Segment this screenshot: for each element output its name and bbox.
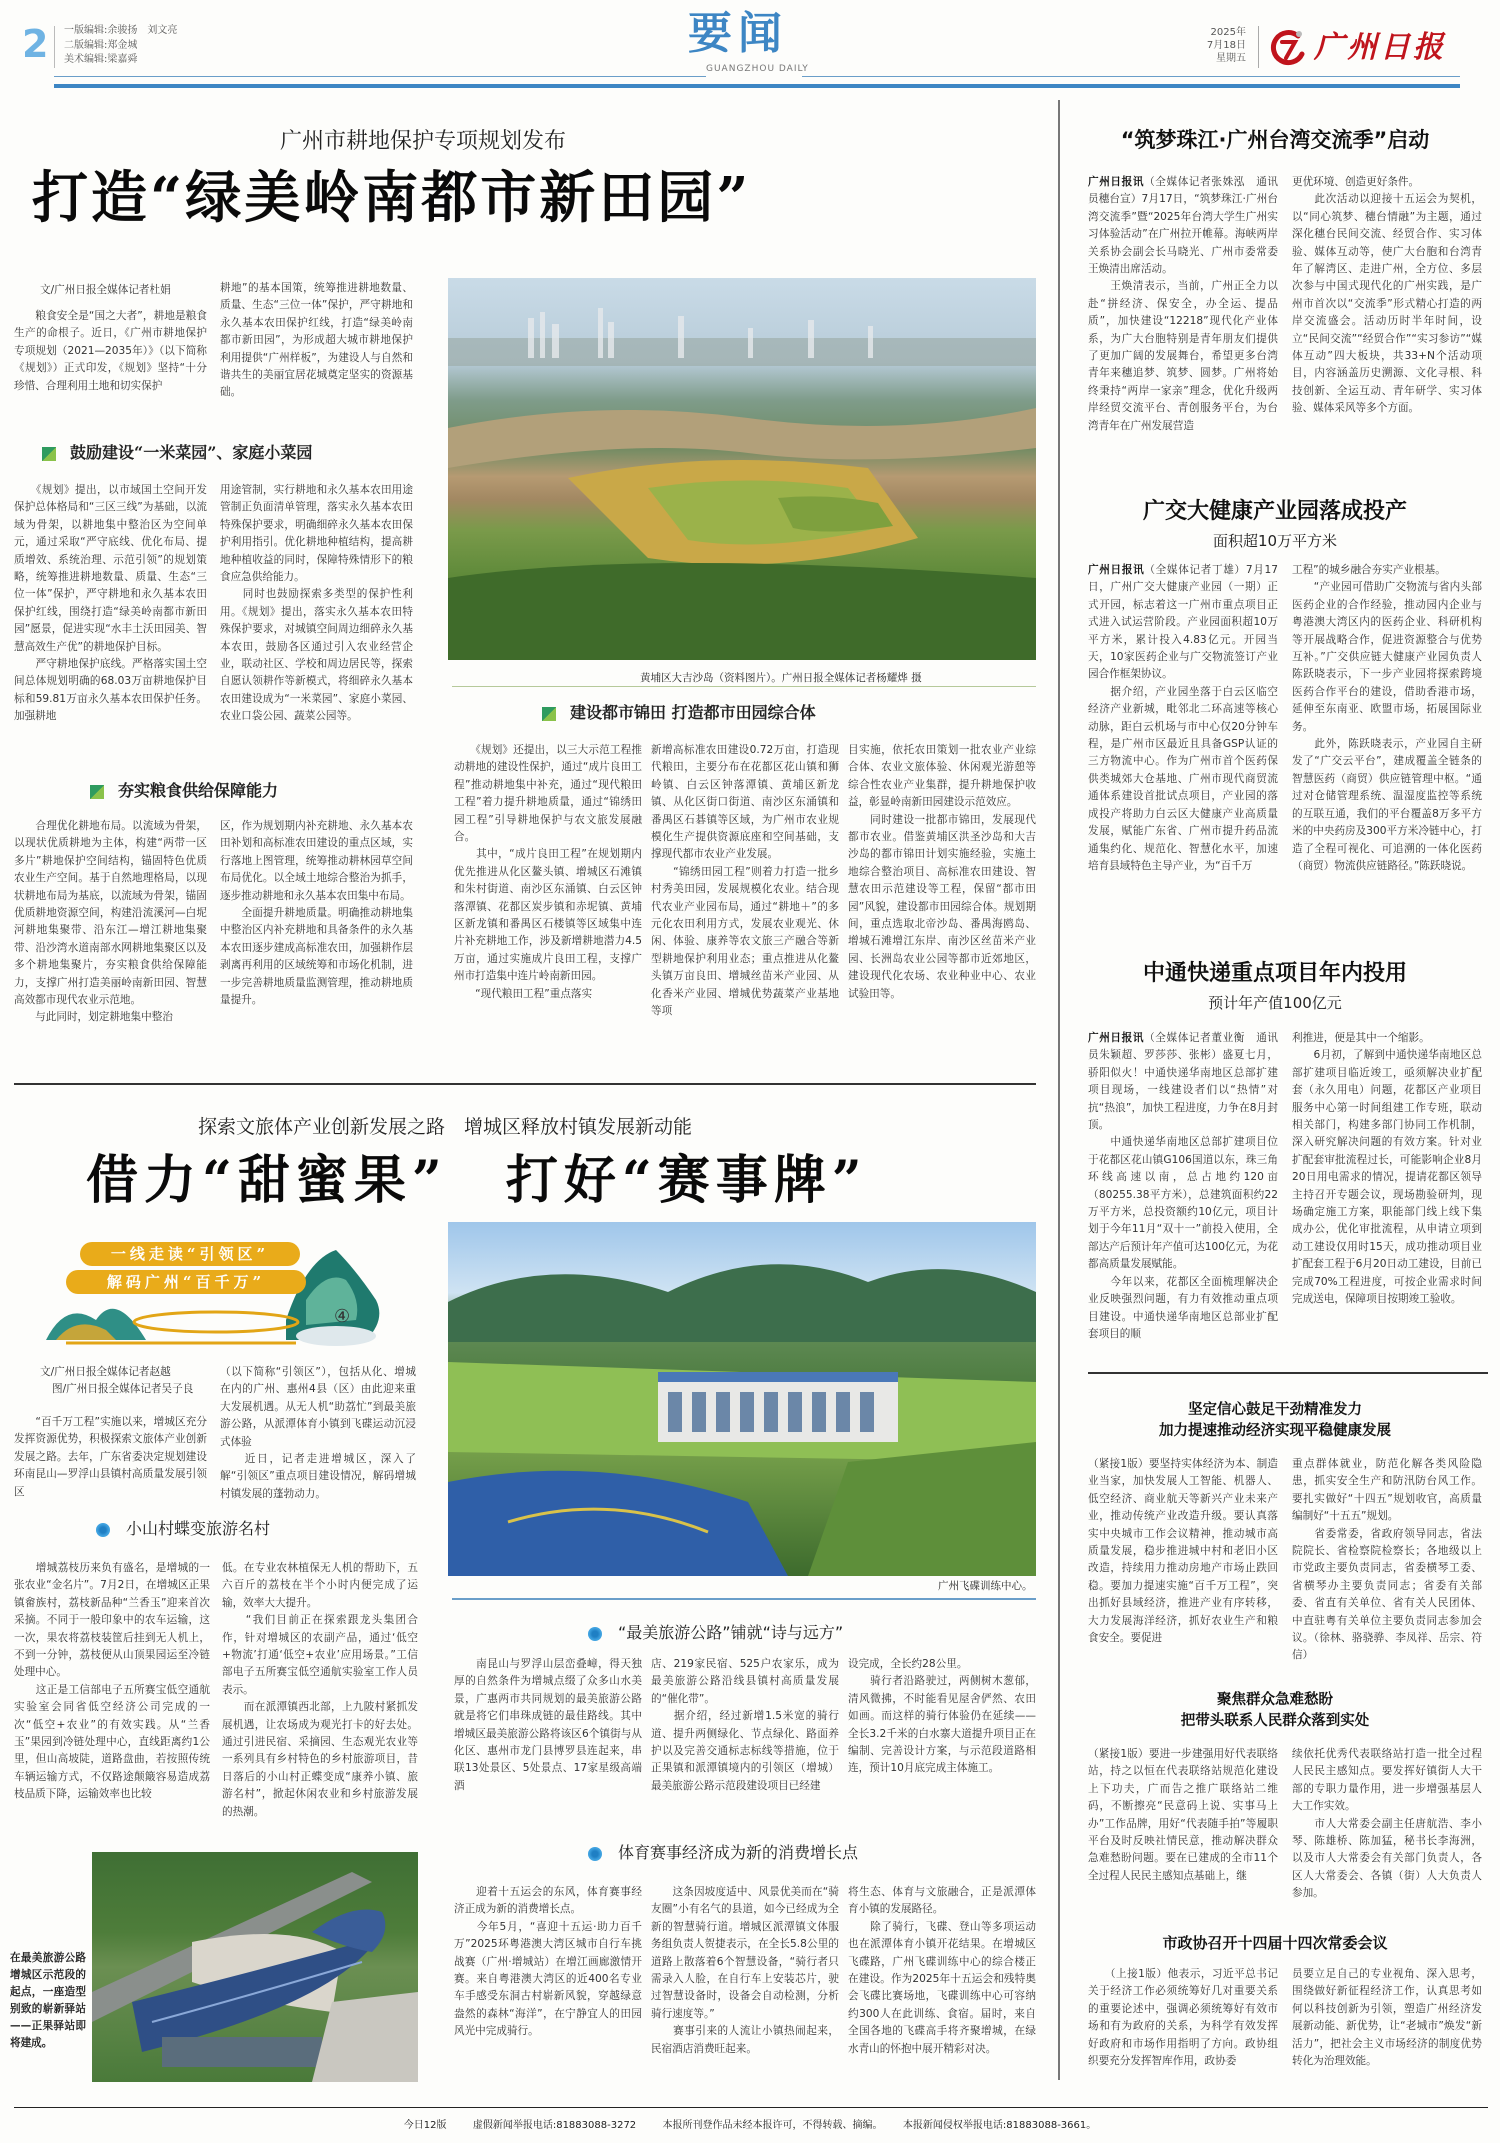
headline-line: 把带头联系人民群众落到实处: [1180, 1713, 1370, 1729]
body-column: 新增高标准农田建设0.72万亩，打造现代粮田，主要分布在花都区花山镇和狮岭镇、白云区钟落潭镇、黄埔区新龙镇、从化区街口街道、南沙区东涌镇和番禺区石碁镇等区域，为广州市农业规模化生产提供资源底座和空间基础，支撑现代都市农业产业发展。 “锦绣田园工程”则着力打造一批乡村秀美田园，发展规模化农业。结合现代农业产业园布局，通过“耕地＋”的多元化农田利用方式，发展农业观光、休闲、体验、康养等农文旅三产融合等新型耕地保护利用业态；重点推进从化鳌头镇万亩良田、增城丝苗米产业园、从化香米产业园、增城优势蔬菜产业基地等项: [651, 744, 839, 1018]
story-column: 员要立足自己的专业视角、深入思考，围绕做好新征程经济工作，认真思考如何以科技创新为引领，塑造广州经济发展新动能、新优势，让“老城市”焕发“新活力”，把社会主义市场经济的制度优势转化为治理效能。: [1292, 1968, 1482, 2068]
article-kicker: 探索文旅体产业创新发展之路 增城区释放村镇发展新动能: [198, 1116, 693, 1138]
headline-line: 坚定信心鼓足干劲精准发力: [1188, 1402, 1362, 1418]
section-heading-text: 小山村蝶变旅游名村: [126, 1519, 271, 1538]
body-column: 南昆山与罗浮山层峦叠嶂，得天独厚的自然条件为增城点缀了众多山水美景，广惠两市共同规划的最美旅游公路就是将它们串珠成链的最佳路线。其中增城区最美旅游公路将该区6个镇街与从化区、惠州市龙门县博罗县连起来，串联13处景区、5处景点、17家星级高端酒: [454, 1658, 642, 1792]
photo-dajisha-island: [448, 278, 1036, 660]
lead-column: 耕地”的基本国策，统筹推进耕地数量、质量、生态“三位一体”保护，严守耕地和永久基本农田保护红线，打造“绿美岭南都市新田园”，为形成超大城市耕地保护利用提供“广州样板”，为建设人与自然和谐共生的美丽宜居花城奠定坚实的资源基础。: [220, 282, 413, 399]
body-column: 《规划》提出，以市域国土空间开发保护总体格局和“三区三线”为基础，以流域为骨架，以耕地集中整治区为空间单元，通过采取“严守底线、优化布局、提质增效、系统治理、示范引领”的规划策略，统筹推进耕地数量、质量、生态“三位一体”保护，严守耕地和永久基本农田保护红线，围绕打造“绿美岭南都市新田园”愿景，促进实现“水丰土沃田园美、智慧高效生产优”的耕地保护目标。 严守耕地保护底线。严格落实国土空间总体规划明确的68.03万亩耕地保护目标和59.81万亩永久基本农田保护任务。加强耕地: [14, 484, 207, 723]
body-column: 目实施，依托农田策划一批农业产业综合体、农业文旅体验、休闲观光游憩等综合性农业产业集群，提升耕地保护收益，彰显岭南新田园建设示范效应。 同时建设一批都市锦田，发展现代都市农业。借鉴黄埔区洪圣沙岛和大吉沙岛的都市锦田计划实施经验，实施土地综合整治项目、高标准农田建设、智慧农田示范建设等工程，保留“都市田园”风貌，建设都市田园综合体。规划期间，重点选取北帝沙岛、番禺海鸥岛、增城石滩增江东岸、南沙区丝苗米产业园、长洲岛农业公园等都市近郊地区，建设现代化农场、农业种业中心、农业试验田等。: [848, 744, 1036, 1000]
body-column: 低。在专业农林植保无人机的帮助下，五六百斤的荔枝在半个小时内便完成了运输，效率大大提升。 “我们目前正在探索跟龙头集团合作，针对增城区的农副产品，通过‘低空+物流’打通‘低空+农业’应用场景。”工信部电子五所赛宝低空通航实验室工作人员表示。 而在派潭镇西北部，上九陂村紧抓发展机遇，让农场成为观光打卡的好去处。通过引进民宿、采摘园、生态观光农业等一系列具有乡村特色的乡村旅游项目，昔日落后的小山村正蝶变成“康养小镇、旅游名村”，掀起休闲农业和乡村旅游发展的热潮。: [222, 1562, 418, 1818]
byline: [40, 1364, 193, 1399]
date-year: 2025年: [1210, 27, 1246, 38]
story-headline: 市政协召开十四届十四次常委会议: [1162, 1934, 1388, 1952]
story-text: （全媒体记者张姝泓 通讯员穗台宣）7月17日，“筑梦珠江·广州台湾交流季”暨“2025年台湾大学生广州实习体验活动”在广州拉开帷幕。海峡两岸关系协会副会长马晓光、广州市委常委王焕清出席活动。 王焕清表示，当前，广州正全力以赴“拼经济、保安全，办全运、提品质”，加快建设“12218”现代化产业体系，为广大台胞特别是青年朋友们提供了更加广阔的发展舞台，希望更多台湾青年来穗追梦、筑梦、圆梦。广州将始终秉持“两岸一家亲”理念，优化升级两岸经贸交流平台、青创服务平台，为台湾青年在广州发展营造: [1088, 176, 1278, 432]
story-column: （紧接1版）要坚持实体经济为本、制造业当家，加快发展人工智能、机器人、低空经济、商业航天等新兴产业未来产业，推动传统产业改造升级。要认真落实中央城市工作会议精神，推动城市高质量发展，稳步推进城中村和老旧小区改造，持续用力推动房地产市场止跌回稳。要加力提速实施“百千万工程”，突出抓好县域经济，推进产业有序转移，大力发展海洋经济，抓好农业生产和粮食安全。要促进: [1088, 1458, 1278, 1645]
heading-square-icon: [542, 707, 556, 721]
section-heading-text: 体育赛事经济成为新的消费增长点: [618, 1843, 859, 1862]
body-column: 迎着十五运会的东风，体育赛事经济正成为新的消费增长点。 今年5月，“喜迎十五运·助力百千万”2025环粤港澳大湾区城市自行车挑战赛（广州·增城站）在增江画廊激情开赛。来自粤港澳大湾区的近400名专业车手感受东洞古村崭新风貌，穿越绿意盎然的森林“海洋”，在宁静宜人的田园风光中完成骑行。: [454, 1886, 642, 2038]
article-kicker: 广州市耕地保护专项规划发布: [280, 129, 567, 154]
footer-copyright: 本报所刊登作品未经本报许可，不得转载、摘编。: [662, 2120, 883, 2131]
series-badge-line: 一线走读“引领区”: [80, 1242, 300, 1266]
story-column: （上接1版）他表示，习近平总书记关于经济工作必须统筹好几对重要关系的重要论述中，强调必须统筹好有效市场和有为政府的关系，为科学有效发挥好政府和市场作用指明了方向。政协组织要充分发挥智库作用，政协委: [1088, 1968, 1278, 2068]
series-badge-line: 解码广州“百千万”: [66, 1270, 306, 1294]
section-heading-text: “最美旅游公路”铺就“诗与远方”: [618, 1623, 844, 1642]
body-column: 增城荔枝历来负有盛名，是增城的一张农业“金名片”。7月2日，在增城区正果镇畲族村，荔枝新品种“兰香玉”迎来首次采摘。不同于一般印象中的农车运输，这一次，果农将荔枝装筐后挂到无人机上，不到一分钟，荔枝便从山顶果园运至冷链处理中心。 这正是工信部电子五所赛宝低空通航实验室会同省低空经济公司完成的一次“低空+农业”的有效实践。从“兰香玉”果园到冷链处理中心，直线距离约1公里，但山高坡陡，道路盘曲，若按照传统车辆运输方式，不仅路途颠簸容易造成荔枝品质下降，运输效率也比较: [14, 1562, 210, 1801]
footer: [0, 2116, 1500, 2131]
caption-rule: [452, 686, 1036, 687]
series-number: ④: [334, 1306, 351, 1327]
column-divider: [1058, 100, 1060, 2080]
lead-column: 粮食安全是“国之大者”，耕地是粮食生产的命根子。近日，《广州市耕地保护专项规划（2021—2035年）》（以下简称《规划》）正式印发，《规划》坚持“十分珍惜、合理利用土地和切实保护: [14, 310, 207, 392]
masthead-divider: [54, 26, 55, 68]
story-column: 利推进，便是其中一个缩影。 6月初，了解到中通快递华南地区总部扩建项目临近竣工，亟须解决业扩配套（永久用电）问题，花都区产业项目服务中心第一时间组建工作专班，联动相关部门，构建多部门协同工作机制，深入研究解决问题的有效方案。针对业扩配套审批流程过长，可能影响企业8月20日用电需求的情况，提请花都区领导主持召开专题会议，现场勘验研判，现场确定施工方案，职能部门线上线下集成办公，优化审批流程，从申请立项到动工建设仅用时15天，成功推动项目业扩配套工程于6月20日动工建设，目前已完成70%工程进度，可按企业需求时间完成送电，保障项目按期竣工验收。: [1292, 1032, 1482, 1306]
body-column: 店、219家民宿、525户农家乐，成为最美旅游公路沿线县镇村高质量发展的“催化带”。 据介绍，经过新增1.5米宽的骑行道、提升两侧绿化、节点绿化、路面养护以及完善交通标志标线等措施，位于正果镇和派潭镇境内的引领区（增城）最美旅游公路示范段建设项目已经建: [651, 1658, 839, 1792]
footer-hotline: 虚假新闻举报电话:81883088-3272: [472, 2120, 637, 2131]
lead-column: （以下简称“引领区”），包括从化、增城在内的广州、惠州4县（区）由此迎来重大发展机遇。从无人机“助荔忙”到最美旅游公路，从派潭体育小镇到飞碟运动沉浸式体验 近日，记者走进增城区，深入了解“引领区”重点项目建设情况，解码增城村镇发展的蓬勃动力。: [220, 1366, 416, 1500]
story-column: 续依托优秀代表联络站打造一批全过程人民民主感知点。要发挥好镇街人大干部的专职力量作用，进一步增强基层人大工作实效。 市人大常委会副主任唐航浩、李小琴、陈雄桥、陈加猛，秘书长李海洲，以及市人大常委会有关部门负责人，各区人大常委会、各镇（街）人大负责人参加。: [1292, 1748, 1482, 1900]
story-headline: [1090, 1690, 1460, 1732]
dateline: 广州日报讯: [1088, 176, 1145, 188]
byline-text: 文/广州日报全媒体记者赵越: [40, 1366, 171, 1378]
heading-dot-icon: [588, 1847, 602, 1861]
photo-trap-shooting-center: [448, 1222, 1036, 1576]
body-column: 用途管制，实行耕地和永久基本农田用途管制正负面清单管理，落实永久基本农田特殊保护要求，明确细碎永久基本农田保护利用指引。优化耕地种植结构，提高耕地种植收益的同时，保障特殊情形下的粮食应急供给能力。 同时也鼓励探索多类型的保护性利用。《规划》提出，落实永久基本农田特殊保护要求，对城镇空间周边细碎永久基本农田，鼓励各区通过引入农业经营企业，联动社区、学校和周边居民等，探索自愿认领耕作等新模式，将细碎永久基本农田建设成为“一米菜园”、家庭小菜园、农业口袋公园、蔬菜公园等。: [220, 484, 413, 723]
photo-caption: 广州飞碟训练中心。: [938, 1580, 1033, 1592]
story-column: [1088, 562, 1278, 916]
section-heading: [42, 440, 312, 463]
section-heading: [588, 1620, 843, 1643]
photo-caption: 黄埔区大吉沙岛（资料图片）。广州日报全媒体记者杨耀烨 摄: [640, 672, 922, 684]
section-heading: [96, 1516, 270, 1539]
paper-logo: [1268, 24, 1468, 70]
headline-line: 加力提速推动经济实现平稳健康发展: [1159, 1423, 1391, 1439]
section-title: 要闻: [688, 8, 788, 59]
photo-frame-rule: [452, 1598, 1036, 1600]
headline-line: 聚焦群众急难愁盼: [1217, 1692, 1333, 1708]
story-subheadline: 面积超10万平方米: [1212, 532, 1338, 550]
article-headline: 打造“绿美岭南都市新田园”: [32, 165, 752, 231]
lead-column: “百千万工程”实施以来，增城区充分发挥资源优势，积极探索文旅体产业创新发展之路。去年，广东省委决定规划建设环南昆山—罗浮山县镇村高质量发展引领区: [14, 1416, 207, 1498]
byline-photo: 图/广州日报全媒体记者吴子良: [52, 1383, 194, 1396]
footer-page-count: 今日12版: [403, 2120, 447, 2131]
story-headline: 中通快递重点项目年内投用: [1142, 961, 1407, 986]
section-heading-text: 鼓励建设“一米菜园”、家庭小菜园: [70, 443, 313, 462]
photo-illustration: [92, 1852, 418, 2082]
story-column: [1088, 1030, 1278, 1340]
editor-line: 一版编辑:余骏扬 刘文亮: [64, 25, 178, 36]
header-thin-rule: [802, 76, 1460, 77]
heading-square-icon: [90, 785, 104, 799]
byline: 文/广州日报全媒体记者杜娟: [40, 284, 171, 296]
photo-illustration: [448, 278, 1036, 660]
header-thin-rule: [54, 76, 706, 77]
series-badge: [36, 1240, 396, 1348]
photo-illustration: [448, 1222, 1036, 1576]
story-headline: 广交大健康产业园落成投产: [1142, 499, 1407, 524]
photo-zhengguo-station: [92, 1852, 418, 2082]
date-day: 7月18日: [1206, 40, 1246, 51]
article-separator-rule: [14, 1083, 1036, 1085]
photo-side-caption: [10, 1950, 86, 2052]
date-weekday: 星期五: [1216, 53, 1246, 64]
paper-name: 广州日报: [1314, 30, 1446, 65]
section-heading: [90, 778, 278, 801]
heading-dot-icon: [96, 1523, 110, 1537]
issue-date: [1166, 26, 1246, 65]
dateline: 广州日报讯: [1088, 1032, 1145, 1044]
footer-rule: [14, 2107, 1488, 2108]
footer-hotline: 本报新闻侵权举报电话:81883088-3661。: [902, 2120, 1097, 2131]
header-thick-rule: [54, 84, 1460, 88]
story-text: （全媒体记者董业衡 通讯员朱颖超、罗莎莎、张彬）盛夏七月，骄阳似火！中通快递华南地区总部扩建项目现场，一线建设者们以“热情”对抗“热浪”，加快工程进度，力争在8月封顶。 中通快递华南地区总部扩建项目位于花都区花山镇G106国道以东，珠三角环线高速以南，总占地约120亩（80255.38平方米），总建筑面积约22万平方米，总投资额约10亿元，项目计划于今年11月“双十一”前投入使用，全部达产后预计年产值可达100亿元，为花都高质量发展赋能。 今年以来，花都区全面梳理解决企业反映强烈问题，有力有效推动重点项目建设。中通快递华南地区总部业扩配套项目的顺: [1088, 1032, 1278, 1340]
story-subheadline: 预计年产值100亿元: [1208, 994, 1342, 1012]
body-column: 合理优化耕地布局。以流域为骨架，以现状优质耕地为主体，构建“两带一区多片”耕地保护空间结构，锚固特色优质农业生产空间。基于自然地理格局，以现状耕地布局为基底，以流域为骨架，锚固优质耕地资源空间，构建沿流溪河—白坭河耕地集聚带、沿东江—增江耕地集聚带、沿沙湾水道南部水网耕地集聚区以及多个耕地集聚片，夯实粮食供给保障能力，支撑广州打造美丽岭南新田园、智慧高效都市现代农业示范地。 与此同时，划定耕地集中整治: [14, 820, 207, 1024]
body-column: 这条因坡度适中、风景优美而在“骑友圈”小有名气的县道，如今已经成为全新的智慧骑行道。增城区派潭镇文体服务组负责人贺捷表示，在全长5.8公里的道路上散落着6个智慧设备，“骑行者只需录入人脸，在自行车上安装芯片，驶过智慧设备时，设备会自动检测，分析骑行速度等。” 赛事引来的人流让小镇热闹起来，民宿酒店消费旺起来。: [651, 1886, 839, 2055]
editor-credits: [64, 24, 177, 68]
story-headline: [1090, 1400, 1460, 1442]
body-column: 《规划》还提出，以三大示范工程推动耕地的建设性保护，通过“成片良田工程”推动耕地集中补充，通过“现代粮田工程”着力提升耕地质量，通过“锦绣田园工程”引导耕地保护与农文旅发展融合。 其中，“成片良田工程”在规划期内优先推进从化区鳌头镇、增城区石滩镇和朱村街道、南沙区东涌镇、白云区钟落潭镇、花都区炭步镇和赤坭镇、黄埔区新龙镇和番禺区石楼镇等区域集中连片补充耕地工作，涉及新增耕地潜力4.5万亩，通过实施成片良田工程，支撑广州市打造集中连片岭南新田园。 “现代粮田工程”重点落实: [454, 744, 642, 1000]
section-heading: [542, 700, 816, 723]
page-number: 2: [22, 22, 49, 66]
body-column: 将生态、体育与文旅融合，正是派潭体育小镇的发展路径。 除了骑行，飞碟、登山等多项运动也在派潭体育小镇开花结果。在增城区飞碟路，广州飞碟训练中心的综合楼正在建设。作为2025年十五运会和残特奥会飞碟比赛场地，飞碟训练中心可容纳约300人在此训练、食宿。届时，来自全国各地的飞碟高手将齐聚增城，在绿水青山的怀抱中展开精彩对决。: [848, 1886, 1036, 2055]
body-column: 设完成，全长约28公里。 骑行者沿路驶过，两侧树木葱郁，清风微拂，不时能看见屋舍俨然、农田如画。而这样的骑行体验仍在延续——全长3.2千米的白水寨大道提升项目正在编制、完善设计方案，与示范段道路相连，预计10月底完成主体施工。: [848, 1658, 1036, 1775]
body-column: 区，作为规划期内补充耕地、永久基本农田补划和高标准农田建设的重点区域，实行落地上图管理，统筹推动耕林园草空间布局优化。以全域土地综合整治为抓手，逐步推动耕地和永久基本农田集中布局。 全面提升耕地质量。明确推动耕地集中整治区内补充耕地和具备条件的永久基本农田逐步建成高标准农田，加强耕作层剥离再利用的区域统筹和市场化机制，进一步完善耕地质量监测管理，推动耕地质量提升。: [220, 820, 413, 1007]
editor-line: 二版编辑:郑金城: [64, 39, 138, 51]
story-column: 工程”的城乡融合夯实产业根基。 “产业园可借助广交物流与省内头部医药企业的合作经验，推动园内企业与粤港澳大湾区内的医药企业、科研机构等开展战略合作，促进资源整合与优势互补。”广交供应链大健康产业园负责人陈跃晓表示，下一步产业园将探索跨境医药合作平台的建设，借助香港市场，延伸至东南亚、欧盟市场，拓展国际业务。 此外，陈跃晓表示，产业园自主研发了“广交云平台”，建成覆盖全链条的智慧医药（商贸）供应链管理中枢。“通过对仓储管理系统、温湿度监控等系统的互联互通，我们的平台覆盖8万多平方米的中央药房及300平方米冷链中心，打造了全程可视化、可追溯的一体化医药（商贸）物流供应链路径。”陈跃晓说。: [1292, 564, 1482, 872]
story-headline: “筑梦珠江·广州台湾交流季”启动: [1120, 128, 1430, 152]
section-heading: [588, 1840, 858, 1863]
date-divider: [1258, 26, 1259, 68]
section-heading-text: 建设都市锦田 打造都市田园综合体: [570, 703, 816, 722]
photo-caption: 在最美旅游公路增城区示范段的起点，一座造型别致的崭新驿站——正果驿站即将建成。: [10, 1952, 86, 2049]
article-headline: 借力“甜蜜果” 打好“赛事牌”: [86, 1150, 868, 1211]
story-column: [1088, 174, 1278, 460]
story-column: （紧接1版）要进一步建强用好代表联络站，持之以恒在代表联络站规范化建设上下功夫，广而告之推广联络站二维码，不断擦亮“民意码上说、实事马上办”工作品牌，用好“代表随手拍”等履职平台及时反映社情民意，推动解决群众急难愁盼问题。要在已建成的全市11个全过程人民民主感知点基础上，继: [1088, 1748, 1278, 1882]
section-subtitle: GUANGZHOU DAILY: [706, 64, 809, 74]
dateline: 广州日报讯: [1088, 564, 1145, 576]
story-text: （全媒体记者丁雄）7月17日，广州广交大健康产业园（一期）正式开园，标志着这一广州市重点项目正式进入试运营阶段。产业园面积超10万平方米，累计投入4.83亿元。开园当天，10家医药企业与广交物流签订产业园合作框架协议。 据介绍，产业园坐落于白云区临空经济产业新城，毗邻北二环高速等核心动脉，距白云机场与市中心仅20分钟车程，是广州市区最近且具备GSP认证的三方物流中心。作为广州市首个医药保供类城郊大仓基地、广州市现代商贸流通体系建设首批试点项目，产业园的落成投产将助力白云区大健康产业高质量发展，赋能广东省、广州市提升药品流通集约化、规范化、智慧化水平，加速培育县域特色主导产业，为“百千万: [1088, 564, 1278, 872]
editor-line: 美术编辑:梁嘉舜: [64, 54, 138, 65]
section-heading-text: 夯实粮食供给保障能力: [118, 781, 279, 800]
story-column: 更优环境、创造更好条件。 此次活动以迎接十五运会为契机，以“同心筑梦、穗台情融”为主题，通过深化穗台民间交流、经贸合作、实习体验、媒体互动等，使广大台胞和台湾青年了解湾区、走进广州，全方位、多层次参与中国式现代化的广州实践，是广州市首次以“交流季”形式精心打造的两岸交流盛会。活动历时半年时间，设立“民间交流”“经贸合作”“实习参访”“媒体互动”四大板块，共33+N个活动项目，内容涵盖历史溯源、文化寻根、科技创新、全运互动、青年研学、实习体验、媒体采风等多个方面。: [1292, 176, 1482, 415]
story-separator-rule: [1088, 1372, 1488, 1374]
story-column: 重点群体就业，防范化解各类风险隐患，抓实安全生产和防汛防台风工作。要扎实做好“十四五”规划收官，高质量编制好“十五五”规划。 省委常委，省政府领导同志，省法院院长、省检察院检察长；各地级以上市党政主要负责同志，省委横琴工委、省横琴办主要负责同志；省委有关部委、省直有关单位、省有关人民团体、中直驻粤有关单位主要负责同志参加会议。（徐林、骆骁骅、李凤祥、岳宗、符信）: [1292, 1458, 1482, 1662]
heading-dot-icon: [588, 1627, 602, 1641]
heading-square-icon: [42, 447, 56, 461]
logo-emblem-icon: [1268, 28, 1308, 68]
